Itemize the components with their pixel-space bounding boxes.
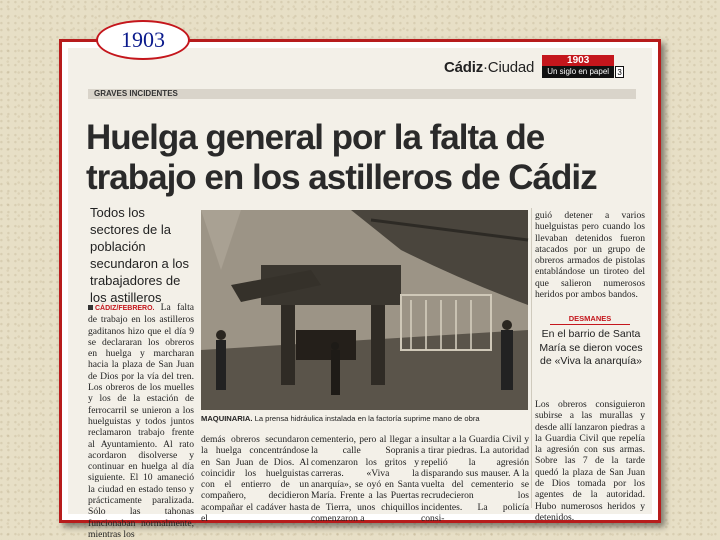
masthead-series-box (542, 55, 624, 79)
article-column-b3: insultar a la Guardia Civil y a tirar piedras. La autoridad repelió la agresión disparando sus mauser. A la vuelta del cementerio se recrudecieron los incidentes. La policía consi- (421, 434, 529, 525)
page-number: 3 (615, 66, 624, 78)
article-column-right-bottom: Los obreros consiguieron subirse a las murallas y desde allí lanzaron piedras a la Guardia Civil que repelía la agresión con sus armas. Sobre las 7 de la tarde quedó la plaza de San Juan de Dios tomada por los agentes de la autoridad. Hubo numerosos heridos y detenidos. (535, 399, 645, 523)
historic-photo-hydraulic-press (201, 210, 528, 410)
bullet-square (88, 305, 93, 310)
masthead-city: Cádiz·Ciudad (444, 58, 535, 76)
year-badge: 1903 (96, 20, 190, 60)
article-column-b1: demás obreros secundaron la huelga concentrándose en San Juan de Dios. Al coincidir los huelguistas con el entierro de un compañero, decidieron acompañar el cadáver hasta el (201, 434, 309, 525)
column-divider (531, 208, 532, 508)
article-column-left (88, 302, 194, 540)
masthead (444, 54, 624, 80)
newspaper-frame (59, 39, 661, 540)
pullquote: En el barrio de Santa María se dieron voces de «Viva la anarquía» (539, 328, 643, 367)
column-text: La falta de trabajo en los astilleros gaditanos hizo que el día 9 se declararan los obreros en huelga y marcharan hacia la plaza de San Juan de Dios por la vía del tren. Los obreros de los muelles y los de la estación de ferrocarril se unieron a los huelguistas y todos juntos reclamaron trabajo frente al Ayuntamiento. Al rato acordaron disolverse y continuar en huelga al día siguiente. El 10 amaneció la ciudad en estado tenso y prácticamente paralizada. Sólo las tahonas funcionaban normalmente, mientras los (88, 302, 194, 540)
article-column-b2: cementerio, pero al llegar a la calle Sopranis comenzaron los gritos y carreras. «Viva la anarquía», se oyó en Santa María. Frente a las Puertas de Tierra, unos chiquillos comenzaron a (311, 434, 419, 525)
dateline: CÁDIZ/FEBRERO. (95, 305, 155, 312)
headline: Huelga general por la falta de trabajo en los astilleros de Cádiz (86, 118, 597, 197)
section-tag-desmanes: DESMANES (550, 314, 630, 325)
section-label: GRAVES INCIDENTES (94, 89, 178, 98)
newspaper-clipping (68, 48, 652, 540)
article-column-right-top: guió detener a varios huelguistas pero cuando los llevaban detenidos fueron atacados por un grupo de obreros armados de pistolas entablándose un tiroteo del que salieron numerosos heridos por ambos bandos. (535, 210, 645, 301)
photo-caption: MAQUINARIA. La prensa hidráulica instalada en la factoría suprime mano de obra (201, 414, 480, 423)
subheadline: Todos los sectores de la población secundaron a los trabajadores de los astilleros (90, 205, 190, 305)
masthead-series: Un siglo en papel (542, 66, 614, 78)
masthead-year: 1903 (542, 55, 614, 66)
photo-illustration (201, 210, 528, 410)
